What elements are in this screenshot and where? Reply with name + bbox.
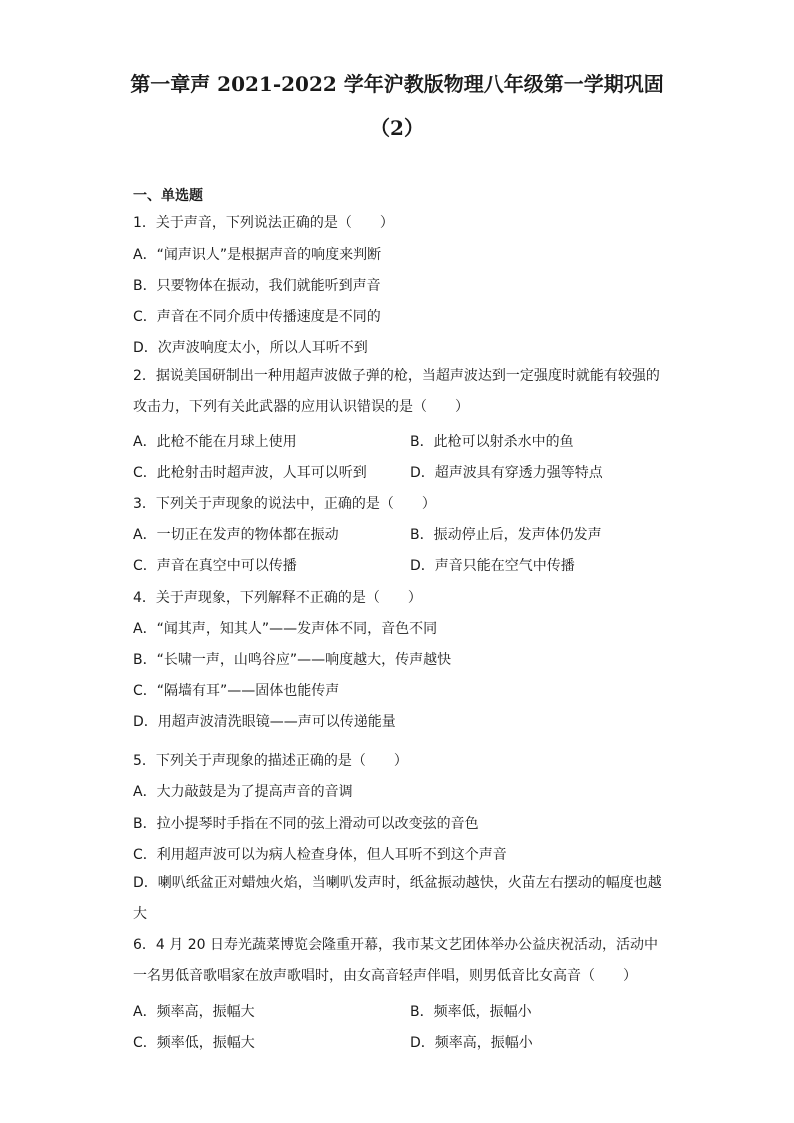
question-6-option-d: D．频率高，振幅小 — [410, 1035, 533, 1051]
question-1-option-b: B．只要物体在振动，我们就能听到声音 — [133, 278, 381, 294]
question-6-option-b: B．频率低，振幅小 — [410, 1004, 532, 1020]
question-3-stem: 3．下列关于声现象的说法中，正确的是（ ） — [133, 496, 436, 512]
question-2-option-d: D．超声波具有穿透力强等特点 — [410, 465, 603, 481]
question-2-option-c: C．此枪射击时超声波，人耳可以听到 — [133, 465, 367, 481]
question-5-option-d: D．喇叭纸盆正对蜡烛火焰，当喇叭发声时，纸盆振动越快，火苗左右摆动的幅度也越大 — [133, 875, 662, 922]
question-5-option-b: B．拉小提琴时手指在不同的弦上滑动可以改变弦的音色 — [133, 816, 479, 832]
question-2-option-a: A．此枪不能在月球上使用 — [133, 434, 297, 450]
question-3-option-c: C．声音在真空中可以传播 — [133, 558, 297, 574]
question-6-option-c: C．频率低，振幅大 — [133, 1035, 255, 1051]
question-5-option-a: A．大力敲鼓是为了提高声音的音调 — [133, 784, 353, 800]
question-3-option-d: D．声音只能在空气中传播 — [410, 558, 575, 574]
page-title-suffix: （2） — [370, 116, 424, 140]
question-1-stem: 1．关于声音，下列说法正确的是（ ） — [133, 215, 394, 231]
question-1-option-c: C．声音在不同介质中传播速度是不同的 — [133, 309, 381, 325]
question-3-option-a: A．一切正在发声的物体都在振动 — [133, 527, 339, 543]
question-6-stem: 6．4 月 20 日寿光蔬菜博览会隆重开幕，我市某文艺团体举办公益庆祝活动，活动中一名男低音歌唱家在放声歌唱时，由女高音轻声伴唱，则男低音比女高音（ ） — [133, 937, 658, 984]
question-2-option-b: B．此枪可以射杀水中的鱼 — [410, 434, 574, 450]
question-4-option-d: D．用超声波清洗眼镜——声可以传递能量 — [133, 714, 396, 730]
question-5-stem: 5．下列关于声现象的描述正确的是（ ） — [133, 753, 408, 769]
question-4-option-c: C．“隔墙有耳”——固体也能传声 — [133, 683, 340, 699]
question-2-stem: 2．据说美国研制出一种用超声波做子弹的枪，当超声波达到一定强度时就能有较强的攻击力，下列有关此武器的应用认识错误的是（ ） — [133, 368, 660, 415]
question-4-stem: 4．关于声现象，下列解释不正确的是（ ） — [133, 590, 422, 606]
question-4-option-b: B．“长啸一声，山鸣谷应”——响度越大，传声越快 — [133, 652, 452, 668]
question-5-option-c: C．利用超声波可以为病人检查身体，但人耳听不到这个声音 — [133, 847, 507, 863]
question-4-option-a: A．“闻其声，知其人”——发声体不同，音色不同 — [133, 621, 438, 637]
question-6-option-a: A．频率高，振幅大 — [133, 1004, 255, 1020]
question-3-option-b: B．振动停止后，发声体仍发声 — [410, 527, 602, 543]
section-heading: 一、单选题 — [133, 188, 203, 204]
question-1-option-d: D．次声波响度太小，所以人耳听不到 — [133, 340, 368, 356]
question-1-option-a: A．“闻声识人”是根据声音的响度来判断 — [133, 247, 382, 263]
page-title: 第一章声 2021-2022 学年沪教版物理八年级第一学期巩固 — [130, 72, 664, 96]
